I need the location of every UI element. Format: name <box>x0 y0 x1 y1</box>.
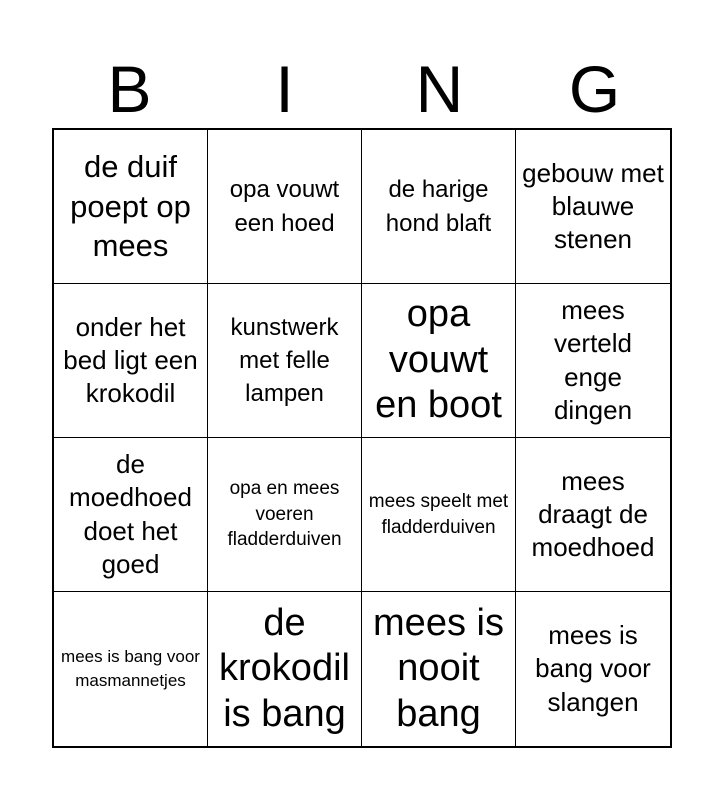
cell-text: opa vouwt een hoed <box>229 176 340 237</box>
cell-text: gebouw met blauwe stenen <box>522 157 664 255</box>
cell-text: kunstwerk met felle lampen <box>230 313 339 408</box>
bingo-board <box>52 128 672 748</box>
cell-text: mees is nooit bang <box>373 601 504 735</box>
cell-text: onder het bed ligt een krokodil <box>63 311 198 409</box>
header-letter-n: N <box>415 52 464 126</box>
bingo-cell[interactable] <box>208 284 362 438</box>
bingo-cell[interactable] <box>54 130 208 284</box>
cell-text: mees verteld enge dingen <box>553 294 633 425</box>
cell-text: de krokodil is bang <box>219 601 350 735</box>
bingo-cell[interactable] <box>208 592 362 746</box>
bingo-cell[interactable] <box>516 130 670 284</box>
bingo-cell[interactable] <box>208 130 362 284</box>
cell-text: opa vouwt en boot <box>375 293 502 427</box>
bingo-cell[interactable] <box>362 438 516 592</box>
bingo-cell[interactable] <box>516 284 670 438</box>
cell-text: mees is bang voor slangen <box>535 620 651 717</box>
cell-text: de duif poept op mees <box>70 149 191 264</box>
bingo-cell[interactable] <box>54 284 208 438</box>
header-letter-b: B <box>107 52 152 126</box>
header-letter-g: G <box>568 52 621 126</box>
bingo-cell[interactable] <box>362 592 516 746</box>
cell-text: opa en mees voeren fladderduiven <box>227 477 342 551</box>
bingo-cell[interactable] <box>516 438 670 592</box>
cell-text: mees draagt de moedhoed <box>531 465 655 563</box>
bingo-cell[interactable] <box>54 438 208 592</box>
bingo-cell[interactable] <box>362 284 516 438</box>
bingo-cell[interactable] <box>362 130 516 284</box>
bingo-cell[interactable] <box>54 592 208 746</box>
bingo-header <box>52 52 672 126</box>
cell-text: de moedhoed doet het goed <box>69 448 192 579</box>
cell-text: de harige hond blaft <box>385 176 492 237</box>
bingo-cell[interactable] <box>516 592 670 746</box>
header-letter-i: I <box>275 52 294 126</box>
bingo-cell[interactable] <box>208 438 362 592</box>
cell-text: mees is bang voor masmannetjes <box>61 646 200 690</box>
cell-text: mees speelt met fladderduiven <box>368 490 509 538</box>
